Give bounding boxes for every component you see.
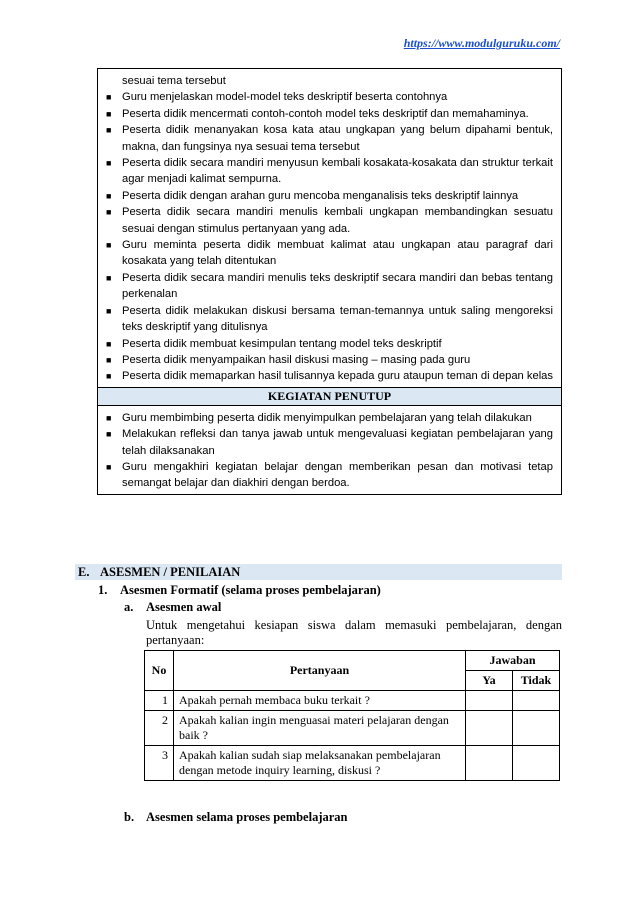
list-item-text: Peserta didik menanyakan kosa kata atau ungkapan yang belum dipahami bentuk, makna, dan fungsinya nya sesuai tema tersebut	[122, 124, 553, 153]
bullet-square-icon: ■	[106, 240, 112, 251]
table-header-row	[145, 651, 560, 671]
list-item-text: Peserta didik membuat kesimpulan tentang model teks deskriptif	[122, 337, 442, 350]
col-ya-header: Ya	[466, 671, 513, 691]
kegiatan-inti-section	[98, 69, 561, 387]
table-row	[145, 711, 560, 746]
row-question: Apakah kalian sudah siap melaksanakan pembelajaran dengan metode inquiry learning, diskusi ?	[174, 746, 466, 781]
section-number: E.	[78, 565, 90, 579]
list-item-text: Peserta didik dengan arahan guru mencoba menganalisis teks deskriptif lainnya	[122, 189, 519, 202]
list-item	[106, 237, 553, 270]
list-item	[106, 459, 553, 492]
row-number: 3	[145, 746, 174, 781]
row-ya-cell[interactable]	[466, 691, 513, 711]
bullet-square-icon: ■	[106, 272, 112, 283]
header-url[interactable]: https://www.modulguruku.com/	[403, 36, 560, 50]
list-item-text: Peserta didik mencermati contoh-contoh model teks deskriptif dan memahaminya.	[122, 107, 529, 120]
list-item	[106, 303, 553, 336]
list-item	[106, 122, 553, 155]
bullet-square-icon: ■	[106, 158, 112, 169]
section-title: ASESMEN / PENILAIAN	[100, 565, 241, 579]
list-item-text: Peserta didik secara mandiri menyusun kembali kosakata-kosakata dan struktur terkait agar menjadi kalimat sempurna.	[122, 157, 553, 186]
row-number: 1	[145, 691, 174, 711]
list-item	[106, 188, 553, 204]
intro-paragraph: Untuk mengetahui kesiapan siswa dalam memasuki pembelajaran, dengan pertanyaan:	[146, 618, 562, 647]
list-item	[106, 410, 553, 426]
bullet-square-icon: ■	[106, 125, 112, 136]
row-number: 2	[145, 711, 174, 746]
subheading-letter: a.	[124, 600, 134, 614]
list-item	[106, 204, 553, 237]
list-item-text: sesuai tema tersebut	[122, 75, 226, 87]
bullet-square-icon: ■	[106, 354, 112, 365]
list-item-text: Peserta didik secara mandiri menulis kembali ungkapan membandingkan sesuatu sesuai dengan stimulus pertanyaan yang ada.	[122, 206, 553, 235]
question-table	[144, 650, 560, 781]
activity-table	[97, 68, 562, 495]
col-question-header: Pertanyaan	[174, 651, 466, 691]
kegiatan-penutup-section	[98, 406, 561, 494]
list-item	[106, 368, 553, 384]
list-item	[106, 155, 553, 188]
col-tidak-header: Tidak	[513, 671, 560, 691]
list-item-text: Guru menjelaskan model-model teks deskriptif beserta contohnya	[122, 91, 448, 104]
list-item	[106, 336, 553, 352]
bullet-square-icon: ■	[106, 92, 112, 103]
list-item	[106, 352, 553, 368]
subheading-asesmen-awal	[124, 600, 221, 615]
row-tidak-cell[interactable]	[513, 711, 560, 746]
list-item-text: Peserta didik memaparkan hasil tulisannya kepada guru ataupun teman di depan kelas	[122, 370, 553, 383]
list-item	[106, 270, 553, 303]
bullet-square-icon: ■	[106, 305, 112, 316]
subheading-title: Asesmen selama proses pembelajaran	[146, 810, 348, 824]
row-tidak-cell[interactable]	[513, 691, 560, 711]
list-item	[106, 426, 553, 459]
row-question: Apakah pernah membaca buku terkait ?	[174, 691, 466, 711]
col-no-header: No	[145, 651, 174, 691]
subheading-title: Asesmen awal	[146, 600, 222, 614]
bullet-square-icon: ■	[106, 108, 112, 119]
list-item-text: Guru membimbing peserta didik menyimpulkan pembelajaran yang telah dilakukan	[122, 411, 532, 424]
subheading-number: 1.	[98, 583, 108, 597]
bullet-square-icon: ■	[106, 429, 112, 440]
list-item-text: Melakukan refleksi dan tanya jawab untuk mengevaluasi kegiatan pembelajaran yang telah dilaksanakan	[122, 428, 553, 457]
subheading-title: Asesmen Formatif (selama proses pembelajaran)	[120, 583, 381, 597]
list-item	[106, 106, 553, 122]
row-tidak-cell[interactable]	[513, 746, 560, 781]
subheading-formatif	[98, 583, 381, 598]
list-item-text: Guru meminta peserta didik membuat kalimat atau ungkapan atau paragraf dari kosakata yang telah ditentukan	[122, 239, 553, 268]
list-item	[106, 73, 553, 89]
list-item-text: Peserta didik menyampaikan hasil diskusi masing – masing pada guru	[122, 353, 471, 366]
bullet-square-icon: ■	[106, 412, 112, 423]
bullet-square-icon: ■	[106, 190, 112, 201]
list-item-text: Peserta didik secara mandiri menulis teks deskriptif secara mandiri dan bebas tentang perkenalan	[122, 271, 553, 301]
section-heading	[75, 564, 562, 580]
list-item	[106, 89, 553, 105]
penutup-heading: KEGIATAN PENUTUP	[98, 387, 561, 406]
row-ya-cell[interactable]	[466, 746, 513, 781]
bullet-square-icon: ■	[106, 338, 112, 349]
penutup-list	[106, 410, 553, 492]
table-row	[145, 746, 560, 781]
table-row	[145, 691, 560, 711]
bullet-square-icon: ■	[106, 461, 112, 472]
inti-list	[106, 73, 553, 385]
list-item-text: Guru mengakhiri kegiatan belajar dengan memberikan pesan dan motivasi tetap semangat belajar dan diakhiri dengan berdoa.	[122, 460, 553, 490]
list-item-text: Peserta didik melakukan diskusi bersama teman-temannya untuk saling mengoreksi teks deskriptif yang ditulisnya	[122, 304, 553, 334]
row-ya-cell[interactable]	[466, 711, 513, 746]
bullet-square-icon: ■	[106, 207, 112, 218]
col-jawaban-header: Jawaban	[466, 651, 560, 671]
bullet-square-icon: ■	[106, 371, 112, 382]
row-question: Apakah kalian ingin menguasai materi pelajaran dengan baik ?	[174, 711, 466, 746]
subheading-letter: b.	[124, 810, 135, 824]
subheading-asesmen-proses	[124, 810, 348, 825]
